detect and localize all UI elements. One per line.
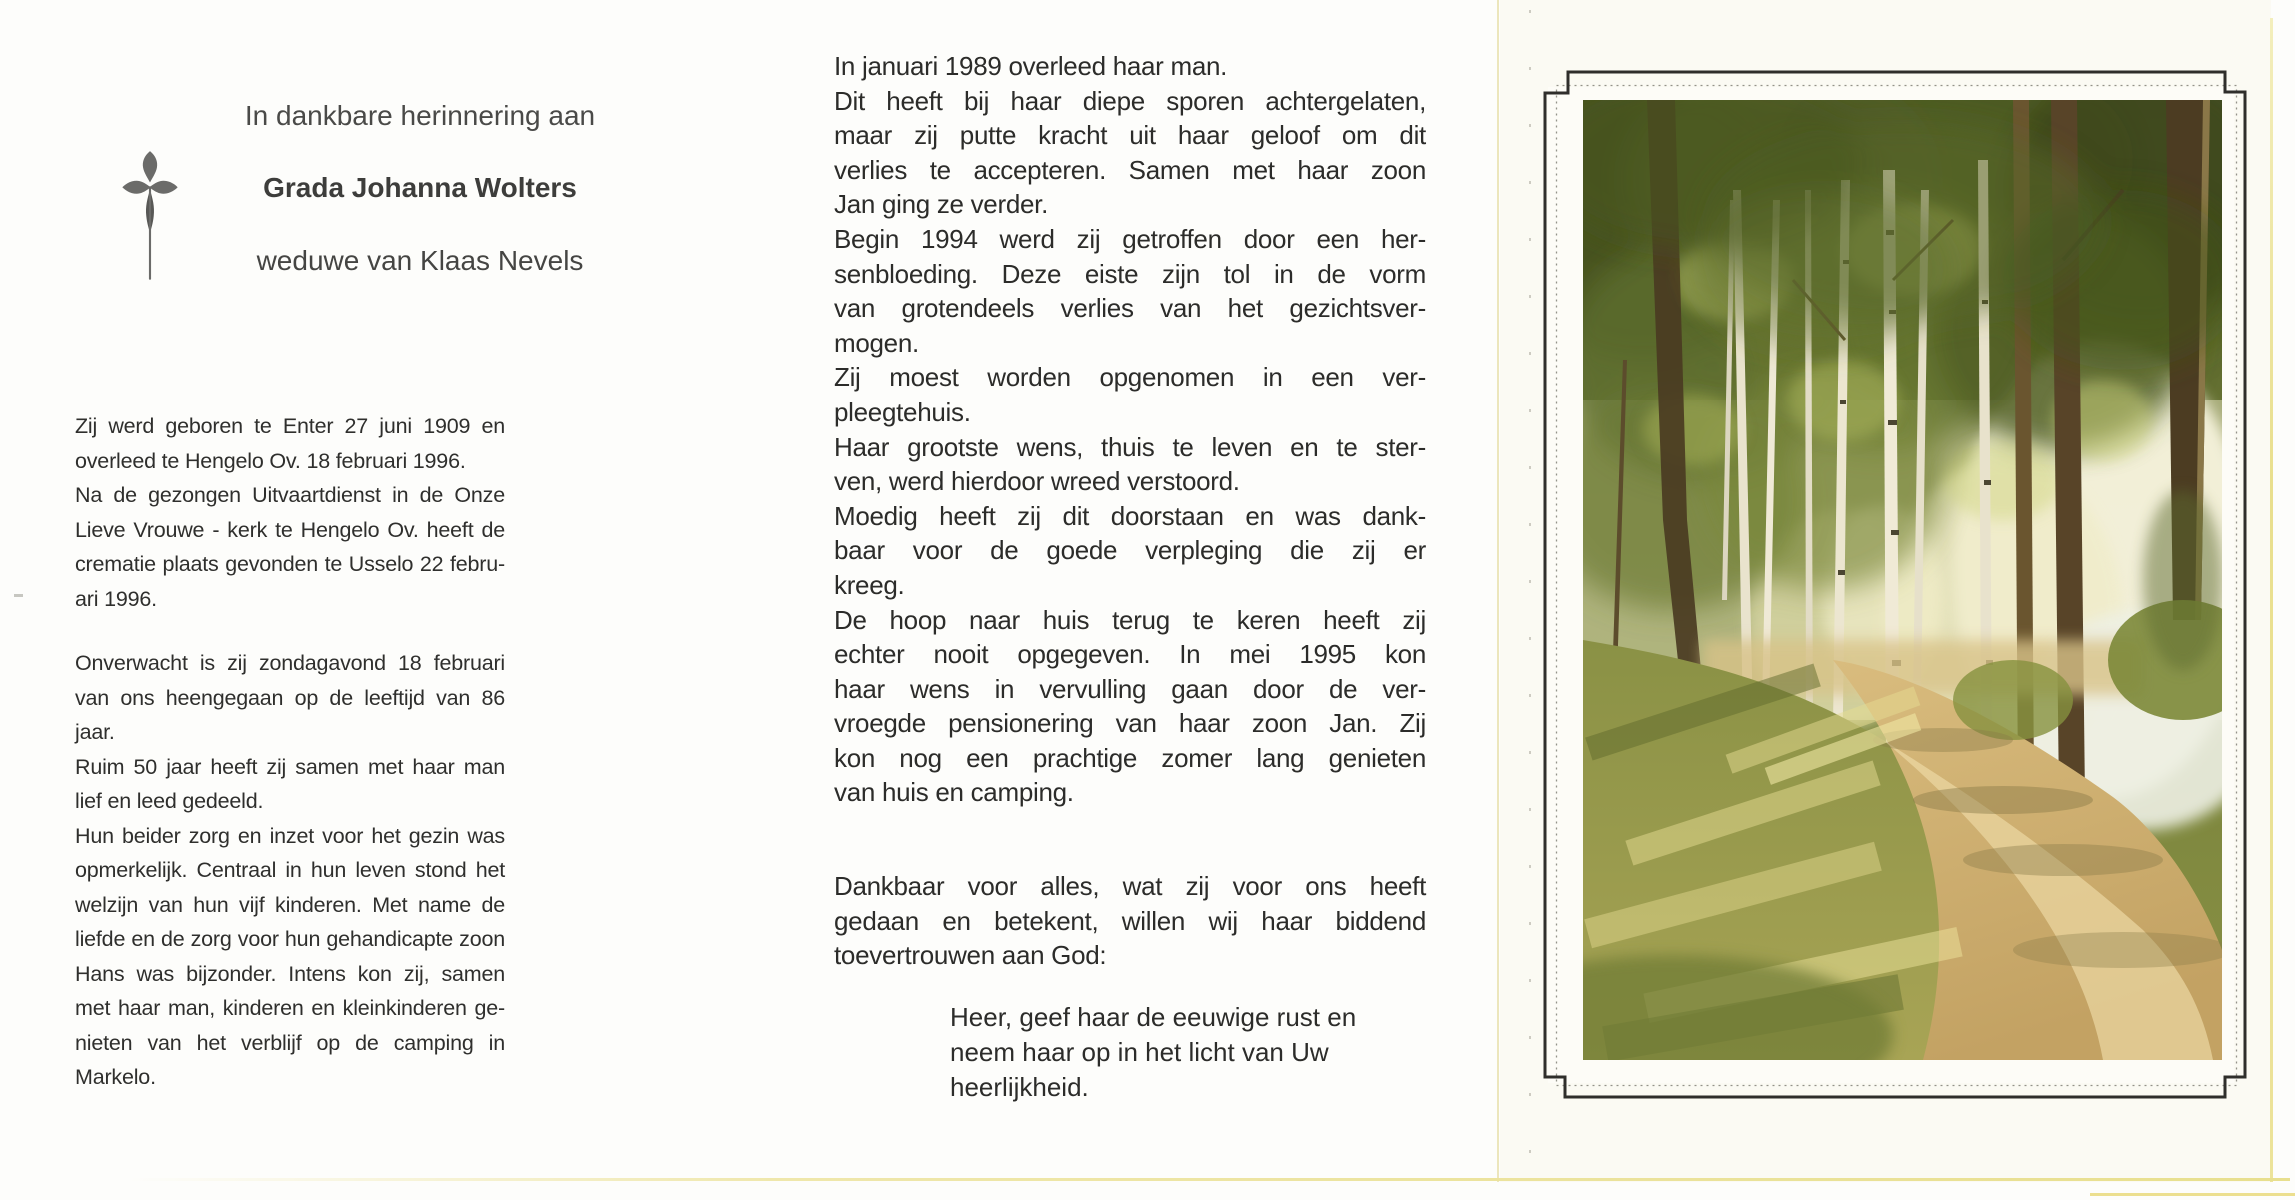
text-line: Hans was bijzonder. Intens kon zij, samen [75, 961, 505, 986]
text-line: Onverwacht is zij zondagavond 18 februari [75, 651, 505, 675]
paragraph [834, 430, 1426, 499]
text-line: van grotendeels verlies van het gezichtsver- [834, 293, 1426, 324]
text-line: Moedig heeft zij dit doorstaan en was dank- [834, 500, 1426, 531]
text-line: van ons heengegaan op de leeftijd van 86 [75, 685, 505, 710]
text-line: In januari 1989 overleed haar man. [834, 51, 1228, 81]
middle-column-dedication [834, 869, 1426, 973]
text-line: ven, werd hierdoor wreed verstoord. [834, 466, 1240, 497]
header-intro: In dankbare herinnering aan [244, 100, 596, 131]
text-line: mogen. [834, 327, 919, 358]
text-line: baar voor de goede verpleging die zij er [834, 535, 1426, 566]
text-line: Dankbaar voor alles, wat zij voor ons heeft [834, 871, 1426, 901]
text-line: maar zij putte kracht uit haar geloof om dit [834, 120, 1426, 151]
paragraph [834, 222, 1426, 360]
text-line: Begin 1994 werd zij getroffen door een her- [834, 223, 1426, 254]
text-line: Hun beider zorg en inzet voor het gezin was [75, 823, 505, 848]
prayer-text [950, 1000, 1390, 1105]
text-line: liefde en de zorg voor hun gehandicapte zoon [75, 927, 505, 951]
text-line: Dit heeft bij haar diepe sporen achtergelaten, [834, 85, 1426, 116]
text-line: welzijn van hun vijf kinderen. Met name de [75, 892, 505, 917]
text-line: Lieve Vrouwe - kerk te Hengelo Ov. heeft de [75, 517, 505, 542]
text-line: jaar. [75, 720, 115, 744]
left-column-block-2 [75, 646, 505, 1095]
text-line: toevertrouwen aan God: [834, 940, 1107, 971]
paragraph [75, 409, 505, 478]
text-line: gedaan en betekent, willen wij haar biddend [834, 905, 1426, 936]
paragraph [75, 750, 505, 819]
text-line: pleegtehuis. [834, 396, 971, 427]
card-fold-line [1497, 0, 1499, 1182]
forest-path-photo [1583, 100, 2222, 1060]
text-line: overleed te Hengelo Ov. 18 februari 1996. [75, 448, 466, 473]
text-line: Markelo. [75, 1065, 156, 1089]
text-line: kreeg. [834, 569, 905, 600]
text-line: De hoop naar huis terug te keren heeft zij [834, 604, 1426, 635]
paragraph [834, 499, 1426, 603]
text-line: verlies te accepteren. Samen met haar zoon [834, 154, 1426, 185]
text-line: heerlijkheid. [950, 1072, 1089, 1102]
left-column-block-1 [75, 409, 505, 616]
text-line: Ruim 50 jaar heeft zij samen met haar man [75, 754, 505, 779]
text-line: ari 1996. [75, 586, 157, 611]
paragraph [834, 84, 1426, 222]
scan-speckles [1529, 10, 1531, 1160]
text-line: senbloeding. Deze eiste zijn tol in de vorm [834, 258, 1426, 289]
text-line: haar wens in vervulling gaan door de ver- [834, 673, 1426, 704]
text-line: echter nooit opgegeven. In mei 1995 kon [834, 639, 1426, 670]
paragraph [834, 603, 1426, 811]
text-line: opmerkelijk. Centraal in hun leven stond het [75, 858, 505, 882]
text-line: Na de gezongen Uitvaartdienst in de Onze [75, 483, 505, 507]
deceased-name: Grada Johanna Wolters [263, 172, 577, 203]
card-bottom-edge-corner [2090, 1193, 2295, 1196]
paragraph [75, 646, 505, 750]
text-line: nieten van het verblijf op de camping in [75, 1030, 505, 1055]
paragraph [834, 49, 1426, 84]
paragraph [75, 819, 505, 1095]
scan-speck [14, 594, 23, 597]
text-line: neem haar op in het licht van Uw [950, 1037, 1329, 1067]
text-line: Zij werd geboren te Enter 27 juni 1909 en [75, 414, 505, 438]
text-line: crematie plaats gevonden te Usselo 22 febru- [75, 552, 505, 576]
text-line: Zij moest worden opgenomen in een ver- [834, 362, 1426, 393]
paragraph [75, 478, 505, 616]
header-subtitle: weduwe van Klaas Nevels [256, 245, 584, 276]
card-bottom-edge [130, 1178, 2290, 1181]
middle-column-main [834, 49, 1426, 810]
paragraph [834, 360, 1426, 429]
text-line: met haar man, kinderen en kleinkinderen ge- [75, 996, 505, 1020]
text-line: kon nog een prachtige zomer lang genieten [834, 742, 1426, 773]
text-line: lief en leed gedeeld. [75, 789, 264, 813]
text-line: Jan ging ze verder. [834, 189, 1048, 220]
text-line: van huis en camping. [834, 777, 1074, 808]
paragraph [834, 869, 1426, 973]
card-right-edge [2270, 18, 2273, 1182]
text-line: vroegde pensionering van haar zoon Jan. Zij [834, 708, 1426, 739]
latin-cross-icon [120, 150, 180, 282]
text-line: Haar grootste wens, thuis te leven en te ster- [834, 431, 1426, 462]
text-line: Heer, geef haar de eeuwige rust en [950, 1002, 1357, 1032]
